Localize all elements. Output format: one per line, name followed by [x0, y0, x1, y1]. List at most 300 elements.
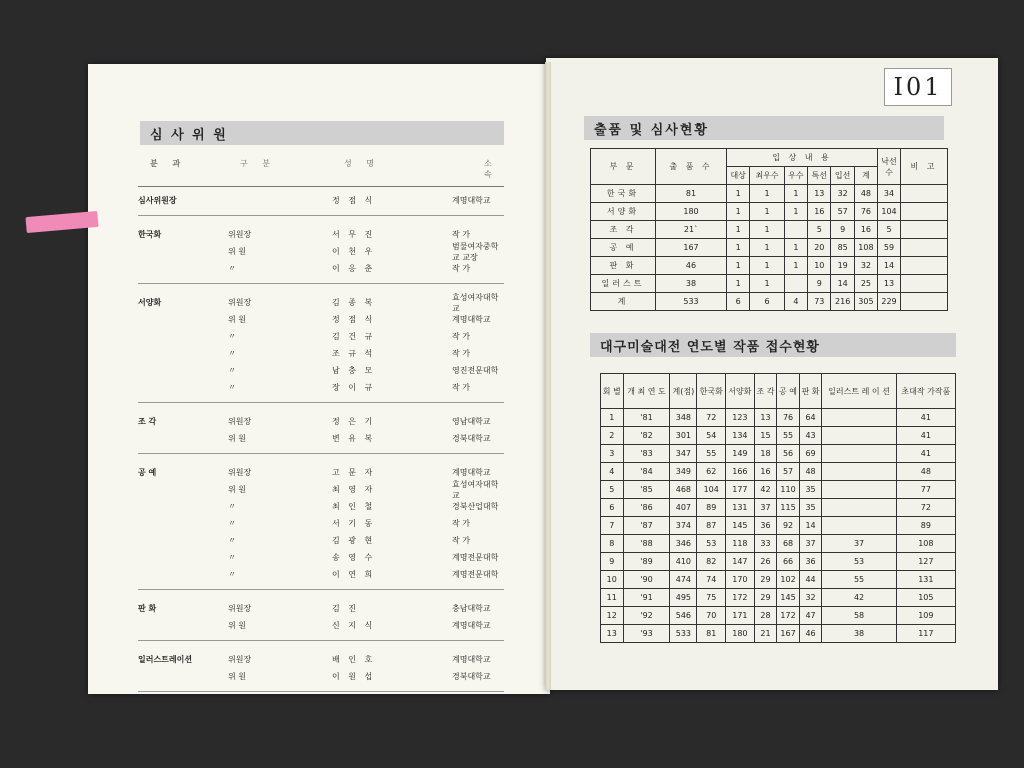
table-cell: 74	[697, 571, 726, 589]
table-cell	[901, 275, 948, 293]
table-cell: 16	[808, 203, 831, 221]
table-cell: 41	[896, 445, 955, 463]
judge-row	[138, 379, 504, 396]
yearly-table	[600, 373, 956, 643]
table-row	[591, 257, 948, 275]
table-cell	[822, 481, 896, 499]
table-cell: 38	[822, 625, 896, 643]
t1-subheader-cell: 우수	[784, 167, 807, 185]
judge-row	[138, 345, 504, 362]
judge-role: 위 원	[228, 485, 246, 494]
judge-role: 위 원	[228, 247, 246, 256]
judge-role: 〃	[228, 502, 236, 511]
judge-division: 판 화	[138, 604, 157, 613]
table-cell: 104	[878, 203, 901, 221]
table-cell: 110	[777, 481, 800, 499]
table-cell: 1	[750, 203, 784, 221]
table-cell: 55	[697, 445, 726, 463]
table-cell: 229	[878, 293, 901, 311]
judge-name: 이 원 섭	[332, 672, 376, 681]
table-cell: 37	[799, 535, 822, 553]
table-cell: 9	[808, 275, 831, 293]
table-cell: 47	[799, 607, 822, 625]
judge-role: 〃	[228, 264, 236, 273]
table-cell: 19	[831, 257, 854, 275]
table-cell: 57	[831, 203, 854, 221]
table-cell: 89	[697, 499, 726, 517]
table-cell: 1	[727, 221, 750, 239]
table-cell: 5	[808, 221, 831, 239]
table-cell: 127	[896, 553, 955, 571]
judge-role: 위 원	[228, 434, 246, 443]
judge-division: 한국화	[138, 230, 162, 239]
table-cell: 46	[656, 257, 727, 275]
judge-name: 정 점 식	[332, 315, 376, 324]
judges-list	[138, 158, 504, 702]
table-cell: 1	[727, 257, 750, 275]
table-cell: 166	[726, 463, 755, 481]
table-cell: 147	[726, 553, 755, 571]
table-cell	[901, 239, 948, 257]
judge-affiliation: 영진전문대학	[452, 366, 499, 375]
table-cell: 81	[656, 185, 727, 203]
judge-name: 김 진	[332, 604, 359, 613]
table-cell: 216	[831, 293, 854, 311]
judge-name: 서 무 진	[332, 230, 376, 239]
judge-affiliation: 충남대학교	[452, 604, 491, 613]
table-cell	[822, 427, 896, 445]
judge-role: 위 원	[228, 672, 246, 681]
judge-affiliation: 계명대학교	[452, 621, 491, 630]
judge-affiliation: 작 가	[452, 536, 470, 545]
t1-subheader-cell: 특선	[808, 167, 831, 185]
table-cell: 72	[697, 409, 726, 427]
judge-section	[138, 651, 504, 692]
judges-title: 심 사 위 원	[140, 121, 504, 145]
table-cell: '88	[623, 535, 670, 553]
t2-body	[601, 409, 956, 643]
judge-role: 〃	[228, 553, 236, 562]
judge-role: 〃	[228, 519, 236, 528]
table-cell: 73	[808, 293, 831, 311]
table-cell: '90	[623, 571, 670, 589]
table-cell: 20	[808, 239, 831, 257]
judge-name: 서 기 동	[332, 519, 376, 528]
table-row	[591, 275, 948, 293]
table-cell: 105	[896, 589, 955, 607]
table-cell: 13	[808, 185, 831, 203]
judge-row	[138, 566, 504, 583]
table-cell: 81	[697, 625, 726, 643]
table-cell: 41	[896, 427, 955, 445]
table-cell: 35	[799, 499, 822, 517]
table-cell: 12	[601, 607, 624, 625]
table-cell: 25	[854, 275, 877, 293]
table-cell: 13	[878, 275, 901, 293]
table-cell: 32	[854, 257, 877, 275]
judge-row	[138, 362, 504, 379]
table-cell	[901, 185, 948, 203]
table-cell: 46	[799, 625, 822, 643]
table-cell: 6	[727, 293, 750, 311]
table-cell: 34	[878, 185, 901, 203]
table-cell: 1	[727, 203, 750, 221]
book-spine	[545, 62, 551, 690]
table-cell: 89	[896, 517, 955, 535]
table-cell: 계	[591, 293, 656, 311]
judge-affiliation: 범물여자중학교 교장	[452, 241, 499, 262]
table-cell: 53	[822, 553, 896, 571]
table-cell: 48	[896, 463, 955, 481]
judge-division: 공 예	[138, 468, 157, 477]
table-cell: 43	[799, 427, 822, 445]
table-cell: 36	[754, 517, 777, 535]
judge-affiliation: 작 가	[452, 349, 470, 358]
judge-affiliation: 계명대학교	[452, 655, 491, 664]
table-cell: 134	[726, 427, 755, 445]
yearly-title: 대구미술대전 연도별 작품 접수현황	[590, 333, 956, 357]
judge-name: 김 종 복	[332, 298, 376, 307]
table-cell: 177	[726, 481, 755, 499]
judge-name: 이 천 우	[332, 247, 376, 256]
t2-header-cell: 일러스트 레 이 션	[822, 374, 896, 409]
judge-row	[138, 651, 504, 668]
table-cell: 180	[656, 203, 727, 221]
table-cell: 35	[799, 481, 822, 499]
table-cell	[822, 445, 896, 463]
table-cell: 410	[670, 553, 697, 571]
judge-section	[138, 192, 504, 216]
table-cell: 5	[601, 481, 624, 499]
judge-role: 위원장	[228, 655, 252, 664]
t2-header-cell: 한국화	[697, 374, 726, 409]
table-cell: 349	[670, 463, 697, 481]
table-cell: 131	[726, 499, 755, 517]
table-cell: 495	[670, 589, 697, 607]
judge-row	[138, 600, 504, 617]
table-cell: 117	[896, 625, 955, 643]
table-cell: 4	[784, 293, 807, 311]
judge-section	[138, 294, 504, 403]
table-cell: 56	[777, 445, 800, 463]
table-cell: 474	[670, 571, 697, 589]
table-row	[601, 607, 956, 625]
judge-name: 이 응 춘	[332, 264, 376, 273]
table-cell: 172	[726, 589, 755, 607]
table-cell: 108	[896, 535, 955, 553]
judge-section	[138, 226, 504, 284]
table-row	[601, 409, 956, 427]
table-row	[601, 625, 956, 643]
table-cell: 180	[726, 625, 755, 643]
table-cell: '81	[623, 409, 670, 427]
judge-affiliation: 계명대학교	[452, 315, 491, 324]
judge-role: 〃	[228, 383, 236, 392]
table-row	[591, 203, 948, 221]
judge-sections	[138, 192, 504, 692]
judge-affiliation: 경북대학교	[452, 434, 491, 443]
table-cell: 1	[727, 185, 750, 203]
judge-name: 변 유 복	[332, 434, 376, 443]
table-cell: 87	[697, 517, 726, 535]
table-cell: 37	[754, 499, 777, 517]
table-cell: '86	[623, 499, 670, 517]
table-cell: 118	[726, 535, 755, 553]
table-cell: 70	[697, 607, 726, 625]
table-cell: 1	[601, 409, 624, 427]
table-cell: 2	[601, 427, 624, 445]
table-cell: 41	[896, 409, 955, 427]
table-cell: 36	[799, 553, 822, 571]
t2-header-cell: 판 화	[799, 374, 822, 409]
table-cell: 판 화	[591, 257, 656, 275]
judge-affiliation: 계명대학교	[452, 196, 491, 205]
judge-row	[138, 498, 504, 515]
judge-name: 최 영 자	[332, 485, 376, 494]
table-cell	[901, 257, 948, 275]
table-row	[601, 589, 956, 607]
table-cell: 1	[727, 275, 750, 293]
table-cell: 348	[670, 409, 697, 427]
table-cell: 32	[799, 589, 822, 607]
table-cell: 공 예	[591, 239, 656, 257]
table-cell: 104	[697, 481, 726, 499]
table-cell: 69	[799, 445, 822, 463]
table-cell: 533	[670, 625, 697, 643]
table-cell	[822, 499, 896, 517]
table-cell: 1	[727, 239, 750, 257]
table-cell: 14	[831, 275, 854, 293]
table-row	[601, 571, 956, 589]
table-cell: 44	[799, 571, 822, 589]
judge-affiliation: 영남대학교	[452, 417, 491, 426]
table-cell: 109	[896, 607, 955, 625]
table-row	[591, 221, 948, 239]
t1-subheader-cell: 대상	[727, 167, 750, 185]
table-cell: 468	[670, 481, 697, 499]
table-cell: 9	[831, 221, 854, 239]
table-cell: 54	[697, 427, 726, 445]
table-cell	[901, 221, 948, 239]
judge-division: 심사위원장	[138, 196, 177, 205]
table-cell	[784, 221, 807, 239]
table-cell: 1	[784, 185, 807, 203]
judge-role: 〃	[228, 570, 236, 579]
judge-row	[138, 668, 504, 685]
judge-affiliation: 작 가	[452, 332, 470, 341]
judge-affiliation: 계명대학교	[452, 468, 491, 477]
table-cell: 145	[726, 517, 755, 535]
table-cell: 한국화	[591, 185, 656, 203]
table-cell: 4	[601, 463, 624, 481]
table-cell: 170	[726, 571, 755, 589]
table-cell: 6	[601, 499, 624, 517]
table-cell: 38	[656, 275, 727, 293]
judge-name: 최 인 철	[332, 502, 376, 511]
t1-fail-header: 낙선수	[878, 149, 901, 185]
table-cell: 6	[750, 293, 784, 311]
table-row	[591, 239, 948, 257]
judge-section	[138, 413, 504, 454]
table-cell: 21`	[656, 221, 727, 239]
table-cell: 123	[726, 409, 755, 427]
table-cell: 37	[822, 535, 896, 553]
table-row	[601, 535, 956, 553]
table-cell: 42	[754, 481, 777, 499]
table-cell: 85	[831, 239, 854, 257]
table-cell	[822, 463, 896, 481]
table-cell: 149	[726, 445, 755, 463]
col-affiliation: 소 속	[484, 159, 498, 179]
judge-name: 김 광 현	[332, 536, 376, 545]
table-cell: '93	[623, 625, 670, 643]
table-cell: '91	[623, 589, 670, 607]
table-cell: 1	[750, 221, 784, 239]
table-cell: 48	[799, 463, 822, 481]
t1-award-header: 입 상 내 용	[727, 149, 878, 167]
judge-role: 위원장	[228, 298, 252, 307]
table-cell: 7	[601, 517, 624, 535]
t1-subheader-cell: 계	[854, 167, 877, 185]
judge-affiliation: 효성여자대학교	[452, 479, 499, 500]
table-cell: 일러스트	[591, 275, 656, 293]
table-cell: 301	[670, 427, 697, 445]
table-row	[601, 553, 956, 571]
judge-name: 남 충 모	[332, 366, 376, 375]
t2-header-row	[601, 374, 956, 409]
table-cell: '89	[623, 553, 670, 571]
judge-role: 〃	[228, 332, 236, 341]
table-cell: 8	[601, 535, 624, 553]
judge-affiliation: 작 가	[452, 383, 470, 392]
judge-affiliation: 작 가	[452, 519, 470, 528]
judge-row	[138, 328, 504, 345]
table-cell: 1	[784, 203, 807, 221]
judge-role: 위 원	[228, 621, 246, 630]
judge-row	[138, 617, 504, 634]
table-row	[591, 185, 948, 203]
judge-name: 이 연 희	[332, 570, 376, 579]
judge-row	[138, 260, 504, 277]
t1-subheader-cell: 최우수	[750, 167, 784, 185]
table-cell: 10	[601, 571, 624, 589]
col-division: 분 과	[150, 159, 187, 168]
table-cell: '87	[623, 517, 670, 535]
table-cell: 13	[754, 409, 777, 427]
table-cell: 42	[822, 589, 896, 607]
table-cell: 167	[656, 239, 727, 257]
table-cell: 26	[754, 553, 777, 571]
judge-row	[138, 515, 504, 532]
judge-division: 조 각	[138, 417, 157, 426]
table-row	[601, 517, 956, 535]
table-cell: 62	[697, 463, 726, 481]
table-cell: 9	[601, 553, 624, 571]
table-cell: 서양화	[591, 203, 656, 221]
table-cell	[822, 517, 896, 535]
judge-section	[138, 464, 504, 590]
table-cell: 76	[854, 203, 877, 221]
table-cell: '84	[623, 463, 670, 481]
col-role: 구 분	[240, 159, 276, 168]
judge-affiliation: 작 가	[452, 230, 470, 239]
judge-row	[138, 549, 504, 566]
table-cell: 131	[896, 571, 955, 589]
table-cell: 374	[670, 517, 697, 535]
judge-name: 배 인 호	[332, 655, 376, 664]
t2-header-cell: 조 각	[754, 374, 777, 409]
table-cell: 172	[777, 607, 800, 625]
table-cell: 407	[670, 499, 697, 517]
table-cell: 1	[750, 275, 784, 293]
judges-column-header	[138, 158, 504, 187]
judge-row	[138, 481, 504, 498]
table-cell: 145	[777, 589, 800, 607]
table-cell: 55	[777, 427, 800, 445]
t2-header-cell: 초대작 가작품	[896, 374, 955, 409]
entries-title: 출품 및 심사현황	[584, 116, 944, 140]
table-cell: 28	[754, 607, 777, 625]
judge-division: 서양화	[138, 298, 162, 307]
table-cell: 102	[777, 571, 800, 589]
table-cell: 77	[896, 481, 955, 499]
judge-role: 〃	[228, 366, 236, 375]
table-cell: 72	[896, 499, 955, 517]
table-cell: 347	[670, 445, 697, 463]
table-cell: 21	[754, 625, 777, 643]
table-cell: 조 각	[591, 221, 656, 239]
table-cell: 58	[822, 607, 896, 625]
table-cell: '83	[623, 445, 670, 463]
judge-row	[138, 413, 504, 430]
table-cell: 546	[670, 607, 697, 625]
table-cell	[901, 293, 948, 311]
t1-entries-header: 출 품 수	[656, 149, 727, 185]
judge-name: 장 이 규	[332, 383, 376, 392]
table-cell: 59	[878, 239, 901, 257]
table-cell: 15	[754, 427, 777, 445]
table-cell: 10	[808, 257, 831, 275]
table-cell: 32	[831, 185, 854, 203]
table-row	[601, 463, 956, 481]
table-row	[601, 445, 956, 463]
t2-header-cell: 서양화	[726, 374, 755, 409]
t1-note-header: 비 고	[901, 149, 948, 185]
table-cell: 64	[799, 409, 822, 427]
t2-header-cell: 회 별	[601, 374, 624, 409]
table-cell: 5	[878, 221, 901, 239]
table-row	[601, 499, 956, 517]
judge-role: 위원장	[228, 417, 252, 426]
judge-row	[138, 294, 504, 311]
judge-affiliation: 작 가	[452, 264, 470, 273]
table-cell: 29	[754, 571, 777, 589]
judge-role: 〃	[228, 349, 236, 358]
table-cell: 16	[754, 463, 777, 481]
t1-subheader-cell: 입선	[831, 167, 854, 185]
judge-role: 위원장	[228, 230, 252, 239]
judge-role: 〃	[228, 536, 236, 545]
judge-role: 위원장	[228, 604, 252, 613]
table-cell: 16	[854, 221, 877, 239]
t1-dept-header: 부 문	[591, 149, 656, 185]
judge-role: 위 원	[228, 315, 246, 324]
table-cell: 1	[750, 257, 784, 275]
table-cell: 533	[656, 293, 727, 311]
table-cell: 1	[784, 257, 807, 275]
table-cell: 29	[754, 589, 777, 607]
table-cell: 115	[777, 499, 800, 517]
